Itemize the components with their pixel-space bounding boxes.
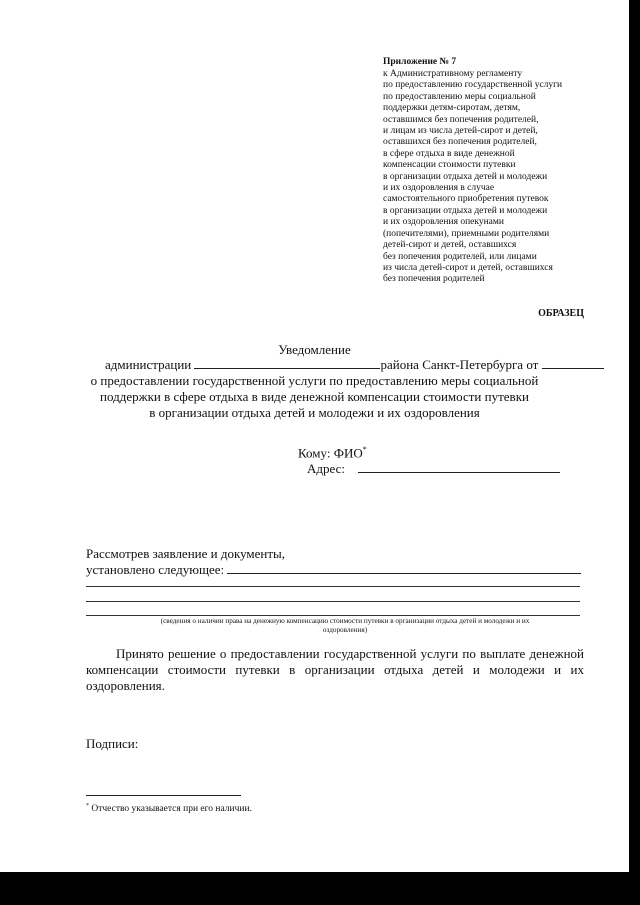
appendix-line: без попечения родителей	[383, 274, 485, 285]
appendix-text	[383, 69, 562, 286]
appendix-line: оставшимся без попечения родителей,	[383, 114, 539, 125]
footnote-marker: *	[362, 445, 367, 454]
appendix-line: и лицам из числа детей-сирот и детей,	[383, 126, 538, 137]
appendix-line: по предоставлению государственной услуги	[383, 80, 563, 91]
decision-text: Принято решение о предоставлении государственной услуги по выплате денежной компенсации стоимости путевки в организации отдыха детей и молодежи и их оздоровления.	[86, 646, 584, 693]
recipient-address	[307, 461, 560, 477]
administration-line	[105, 357, 604, 373]
footnote-divider	[86, 795, 241, 796]
established-label: установлено следующее:	[86, 562, 225, 577]
address-blank-field[interactable]	[358, 461, 560, 473]
district-blank-field[interactable]	[194, 357, 380, 369]
appendix-line: в организации отдыха детей и молодежи	[383, 171, 548, 182]
caption-line: оздоровления)	[322, 626, 368, 634]
appendix-line: и их оздоровления в случае	[383, 183, 495, 194]
admin-prefix: администрации	[105, 357, 192, 372]
subject-line: поддержки в сфере отдыха в виде денежной компенсации стоимости путевки	[100, 389, 529, 404]
blank-line[interactable]	[86, 586, 580, 587]
appendix-title: Приложение № 7	[383, 57, 457, 67]
appendix-line: в организации отдыха детей и молодежи	[383, 205, 548, 216]
appendix-line: поддержки детям-сиротам, детям,	[383, 103, 521, 114]
appendix-line: в сфере отдыха в виде денежной	[383, 148, 515, 159]
date-blank-field[interactable]	[542, 357, 604, 369]
appendix-line: из числа детей-сирот и детей, оставшихся	[383, 262, 553, 273]
admin-middle: района Санкт-Петербурга от	[380, 357, 539, 372]
blank-line[interactable]	[86, 615, 580, 616]
signatures-label: Подписи:	[86, 736, 139, 751]
appendix-line: по предоставлению меры социальной	[383, 91, 536, 102]
address-label: Адрес:	[307, 461, 345, 476]
appendix-line: компенсации стоимости путевки	[383, 160, 516, 171]
established-line	[86, 562, 581, 578]
subject-line: в организации отдыха детей и молодежи и их оздоровления	[149, 405, 480, 420]
notice-title: Уведомление	[278, 342, 351, 357]
appendix-line: и их оздоровления опекунами	[383, 217, 504, 228]
footnote-mark: *	[86, 803, 89, 809]
established-blank-field[interactable]	[227, 562, 581, 574]
appendix-line: (попечителями), приемными родителями	[383, 228, 550, 239]
info-caption	[110, 617, 580, 635]
caption-line: (сведения о наличии права на денежную компенсацию стоимости путевки в организации отдыха детей и молодежи и их	[160, 617, 530, 625]
appendix-line: самостоятельного приобретения путевок	[383, 194, 549, 205]
appendix-line: детей-сирот и детей, оставшихся	[383, 240, 517, 251]
recipient-to-label: Кому: ФИО	[298, 445, 363, 461]
appendix-line: оставшихся без попечения родителей,	[383, 137, 537, 148]
appendix-line: без попечения родителей, или лицами	[383, 251, 537, 262]
recipient-to	[298, 445, 367, 461]
sample-label: ОБРАЗЕЦ	[538, 308, 584, 319]
footnote-text: Отчество указывается при его наличии.	[91, 804, 252, 815]
considered-text: Рассмотрев заявление и документы,	[86, 546, 286, 561]
footnote	[86, 803, 252, 814]
appendix-line: к Административному регламенту	[383, 69, 523, 79]
subject-line: о предоставлении государственной услуги по предоставлению меры социальной	[90, 373, 539, 388]
notice-subject	[0, 373, 629, 421]
blank-line[interactable]	[86, 601, 580, 602]
